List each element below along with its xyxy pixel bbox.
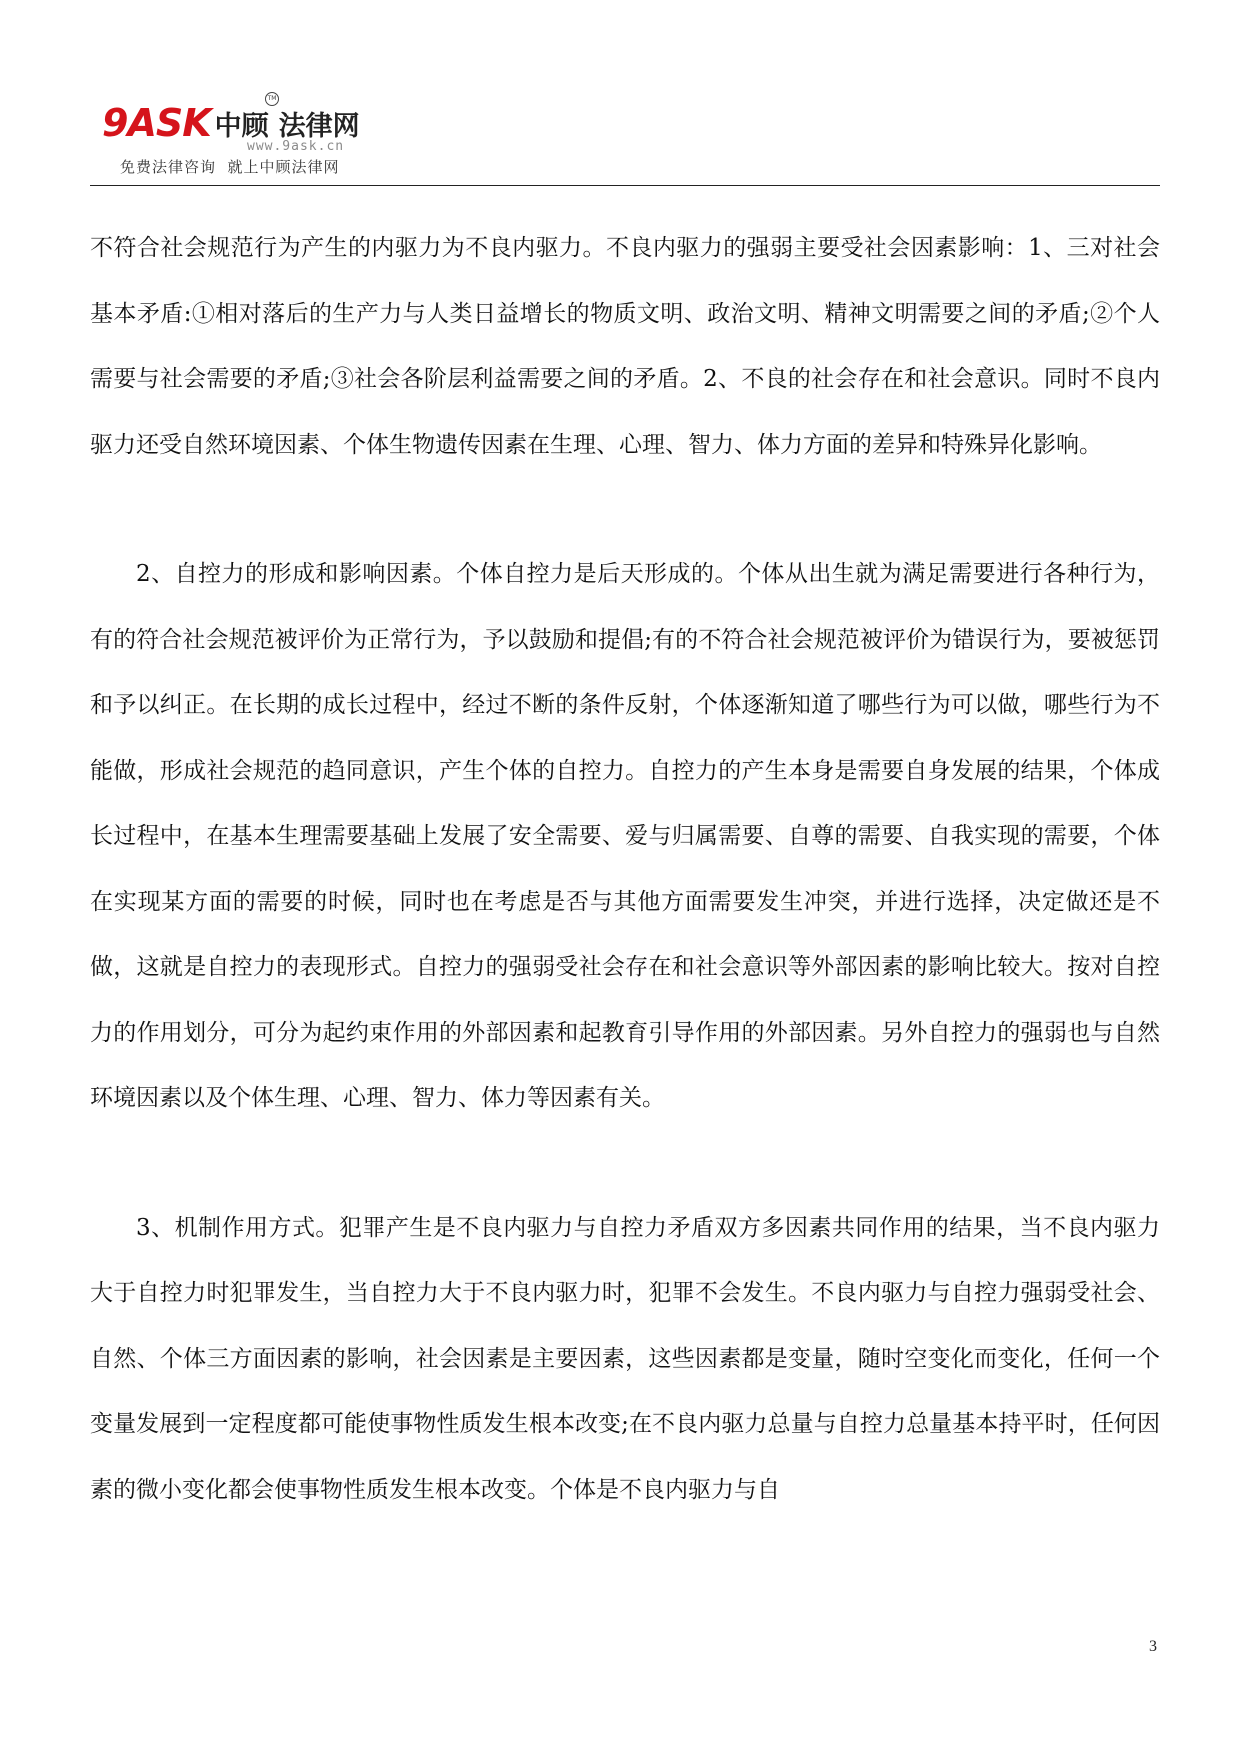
- document-body: [90, 216, 1160, 1587]
- body-paragraph: 不符合社会规范行为产生的内驱力为不良内驱力。不良内驱力的强弱主要受社会因素影响：1、三对社会基本矛盾:①相对落后的生产力与人类日益增长的物质文明、政治文明、精神文明需要之间的矛盾;②个人需要与社会需要的矛盾;③社会各阶层利益需要之间的矛盾。2、不良的社会存在和社会意识。同时不良内驱力还受自然环境因素、个体生物遗传因素在生理、心理、智力、体力方面的差异和特殊异化影响。: [90, 235, 1160, 458]
- body-paragraph: 2、自控力的形成和影响因素。个体自控力是后天形成的。个体从出生就为满足需要进行各种行为，有的符合社会规范被评价为正常行为，予以鼓励和提倡;有的不符合社会规范被评价为错误行为，要被惩罚和予以纠正。在长期的成长过程中，经过不断的条件反射，个体逐渐知道了哪些行为可以做，哪些行为不能做，形成社会规范的趋同意识，产生个体的自控力。自控力的产生本身是需要自身发展的结果，个体成长过程中，在基本生理需要基础上发展了安全需要、爱与归属需要、自尊的需要、自我实现的需要，个体在实现某方面的需要的时候，同时也在考虑是否与其他方面需要发生冲突，并进行选择，决定做还是不做，这就是自控力的表现形式。自控力的强弱受社会存在和社会意识等外部因素的影响比较大。按对自控力的作用划分，可分为起约束作用的外部因素和起教育引导作用的外部因素。另外自控力的强弱也与自然环境因素以及个体生理、心理、智力、体力等因素有关。: [90, 561, 1160, 1111]
- header-divider: [90, 185, 1160, 186]
- logo-chinese-suffix: 法律网: [278, 111, 360, 142]
- page-header: [90, 92, 1160, 187]
- logo-slogan: 免费法律咨询 就上中顾法律网: [120, 158, 340, 176]
- site-logo[interactable]: [102, 92, 362, 182]
- logo-url: www.9ask.cn: [247, 139, 345, 154]
- body-paragraph: 3、机制作用方式。犯罪产生是不良内驱力与自控力矛盾双方多因素共同作用的结果，当不良内驱力大于自控力时犯罪发生，当自控力大于不良内驱力时，犯罪不会发生。不良内驱力与自控力强弱受社会、自然、个体三方面因素的影响，社会因素是主要因素，这些因素都是变量，随时空变化而变化，任何一个变量发展到一定程度都可能使事物性质发生根本改变;在不良内驱力总量与自控力总量基本持平时，任何因素的微小变化都会使事物性质发生根本改变。个体是不良内驱力与自: [90, 1214, 1160, 1503]
- logo-brand-text: 9ASK: [102, 101, 211, 145]
- page-number: 3: [1149, 1638, 1157, 1655]
- trademark-icon: TM: [265, 92, 279, 106]
- logo-wordmark: [102, 92, 360, 145]
- logo-chinese-name: 中顾: [214, 111, 269, 142]
